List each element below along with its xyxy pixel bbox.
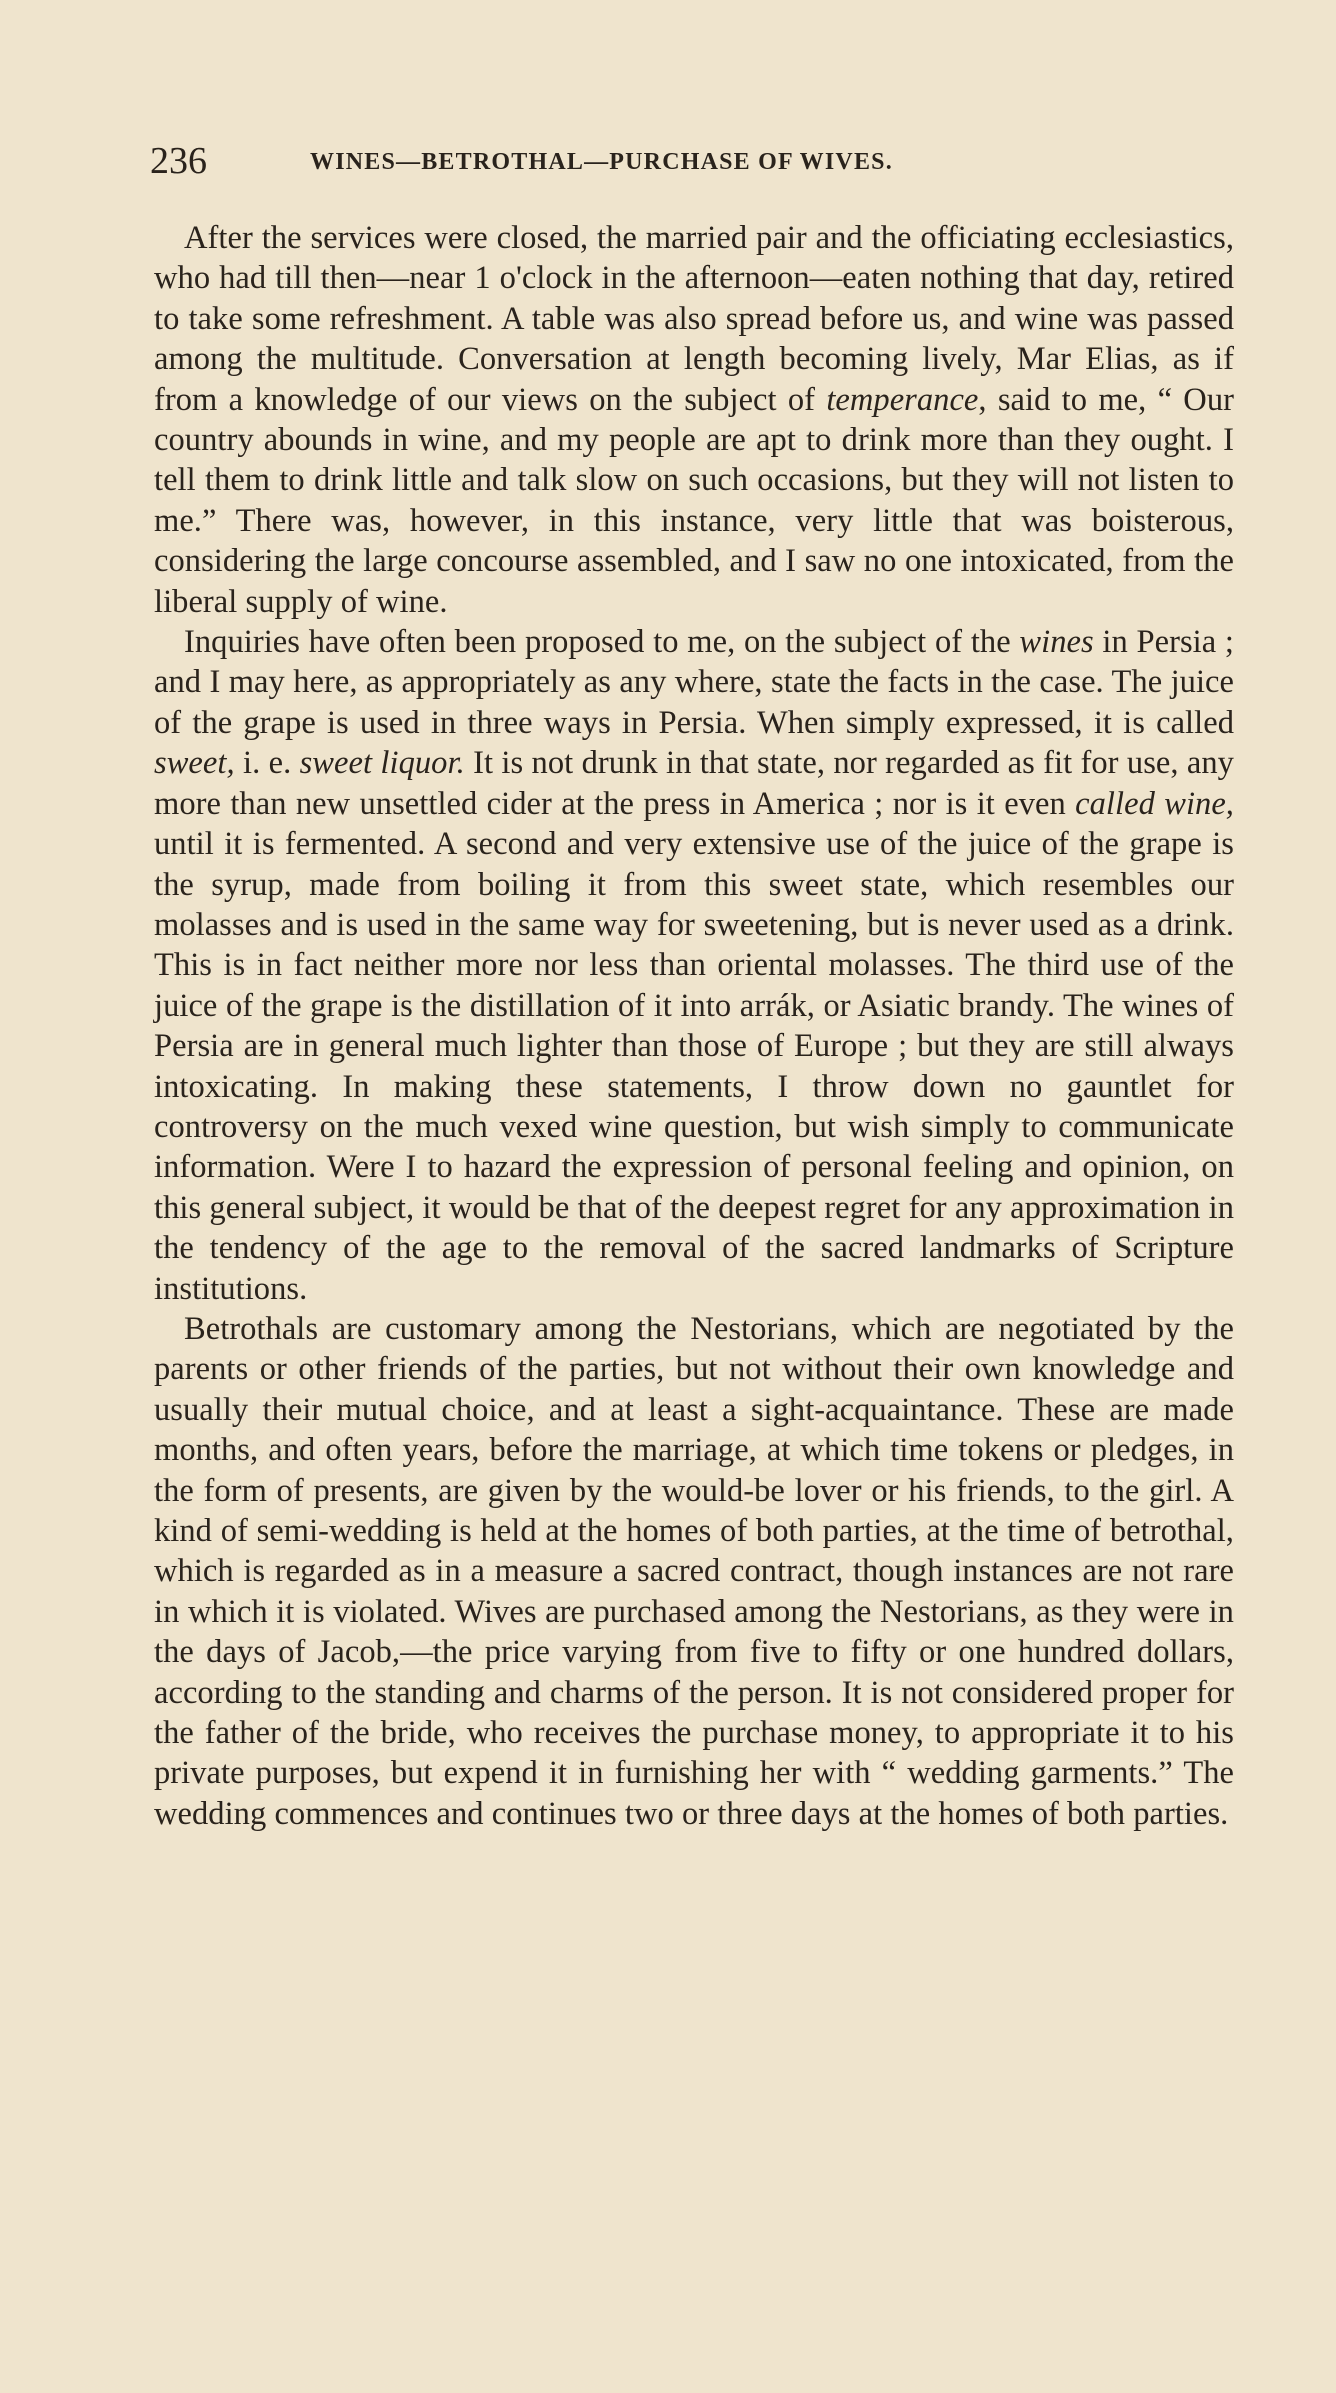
italic-run: temperance xyxy=(826,381,979,418)
text-run: After the services were closed, the married pair and the officiating ecclesiastics, who had till then—near 1 o'clock in the afternoon—eaten nothing that day, retired to take some refreshment. A table was also spread before us, and wine was passed among the multitude. Conversation at length becoming lively, Mar Elias, as if from a knowledge of our views on the subject of xyxy=(154,220,1234,418)
text-run: , said to me, “ Our country abounds in wine, and my people are apt to drink more than they ought. I tell them to drink little and talk slow on such occasions, but they will not listen to me.” There was, however, in this instance, very little that was boisterous, considering the large concourse assembled, and I saw no one intoxicated, from the liberal supply of wine. xyxy=(154,381,1234,620)
body-text xyxy=(154,218,1234,1834)
italic-run: sweet liquor. xyxy=(299,745,465,782)
italic-run: sweet, xyxy=(154,745,235,782)
paragraph-wine-refreshment xyxy=(154,218,1234,622)
text-run: i. e. xyxy=(234,745,300,782)
text-run: Inquiries have often been proposed to me, on the subject of the xyxy=(184,624,1020,661)
text-run: until it is fermented. A second and very extensive use of the juice of the grape is the syrup, made from boiling it from this sweet state, which resembles our molasses and is used in the same way for sweetening, but is never used as a drink. This is in fact neither more nor less than oriental molasses. The third use of the juice of the grape is the distillation of it into arrák, or Asiatic brandy. The wines of Persia are in general much lighter than those of Europe ; but they are still always intoxicating. In making these statements, I throw down no gauntlet for controversy on the much vexed wine question, but wish simply to communicate information. Were I to hazard the expression of personal feeling and opinion, on this general subject, it would be that of the deepest regret for any approximation in the tendency of the age to the removal of the sacred landmarks of Scripture institutions. xyxy=(154,826,1234,1307)
paragraph-betrothals xyxy=(154,1309,1234,1834)
text-run: Betrothals are customary among the Nestorians, which are negotiated by the parents or other friends of the parties, but not without their own knowledge and usually their mutual choice, and at least a sight-acquaintance. These are made months, and often years, before the marriage, at which time tokens or pledges, in the form of presents, are given by the would-be lover or his friends, to the girl. A kind of semi-wedding is held at the homes of both parties, at the time of betrothal, which is regarded as in a measure a sacred contract, though instances are not rare in which it is violated. Wives are purchased among the Nestorians, as they were in the days of Jacob,—the price varying from five to fifty or one hundred dollars, according to the standing and charms of the person. It is not considered proper for the father of the bride, who receives the purchase money, to appropriate it to his private purposes, but expend it in furnishing her with “ wedding garments.” The wedding commences and continues two or three days at the homes of both parties. xyxy=(154,1310,1234,1832)
text-run: in Persia ; and I may here, as appropriately as any where, state the facts in the case. The juice of the grape is used in three ways in Persia. When simply expressed, it is called xyxy=(154,624,1234,741)
running-head: WINES—BETROTHAL—PURCHASE OF WIVES. xyxy=(310,149,893,175)
page-number: 236 xyxy=(150,140,207,182)
paragraph-wines-in-persia xyxy=(154,622,1234,1309)
italic-run: called wine, xyxy=(1075,785,1234,822)
page-header xyxy=(150,136,1240,186)
text-run: It is not drunk in that state, nor regarded as fit for use, any more than new unsettled cider at the press in America ; nor is it even xyxy=(154,745,1234,822)
italic-run: wines xyxy=(1019,624,1094,661)
